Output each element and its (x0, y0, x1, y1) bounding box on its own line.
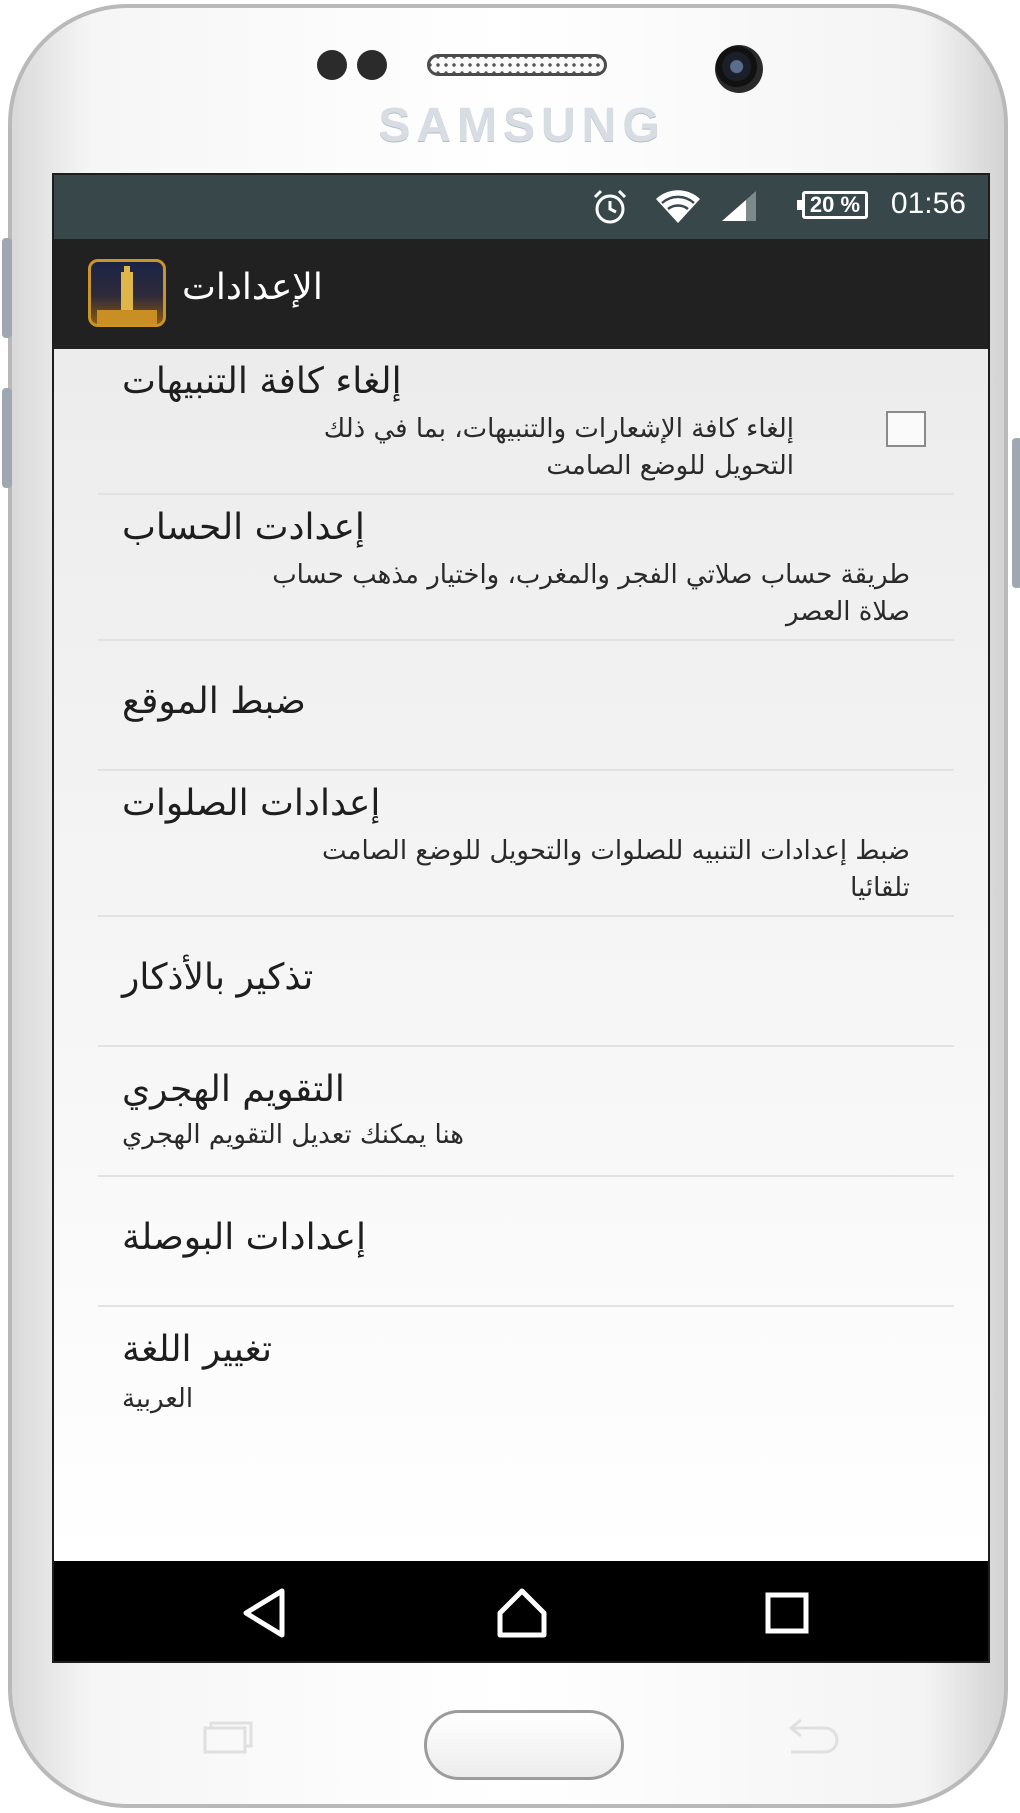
recents-icon[interactable] (762, 1587, 812, 1643)
alarm-icon (590, 187, 630, 231)
setting-title: تذكير بالأذكار (122, 957, 314, 998)
setting-title: إعدادات الصلوات (122, 783, 381, 824)
setting-summary: التحويل للوضع الصامت (546, 451, 794, 481)
status-time: 01:56 (890, 187, 966, 220)
setting-title: التقويم الهجري (122, 1069, 345, 1110)
setting-language[interactable] (98, 1307, 954, 1437)
action-bar (54, 239, 988, 349)
setting-summary: طريقة حساب صلاتي الفجر والمغرب، واختيار مذهب حساب (272, 560, 910, 590)
page-title: الإعدادات (182, 267, 323, 308)
setting-summary: صلاة العصر (785, 597, 910, 627)
screen (52, 173, 990, 1663)
cancel-alerts-checkbox[interactable] (886, 411, 926, 447)
setting-title: ضبط الموقع (122, 681, 306, 722)
status-bar (54, 175, 988, 239)
hardware-home-button (424, 1710, 624, 1780)
phone-frame (8, 4, 1008, 1808)
setting-title: إعدادات البوصلة (122, 1217, 366, 1258)
setting-summary: هنا يمكنك تعديل التقويم الهجري (122, 1120, 464, 1150)
setting-location[interactable] (98, 641, 954, 771)
setting-hijri-calendar[interactable] (98, 1047, 954, 1177)
hardware-back-icon (777, 1718, 841, 1766)
earpiece-speaker (427, 54, 607, 76)
hardware-recents-icon (197, 1718, 257, 1762)
front-camera (715, 45, 763, 93)
setting-title: تغيير اللغة (122, 1329, 272, 1370)
setting-adhkar[interactable] (98, 917, 954, 1047)
setting-cancel-alerts[interactable] (98, 349, 954, 495)
wifi-icon (652, 187, 704, 231)
setting-compass[interactable] (98, 1177, 954, 1307)
back-icon[interactable] (240, 1587, 290, 1643)
signal-icon (718, 187, 760, 231)
navigation-bar (54, 1561, 988, 1663)
sensor-dot (317, 50, 347, 80)
app-logo-icon[interactable] (88, 259, 166, 327)
settings-list (54, 349, 988, 1561)
setting-summary: ضبط إعدادات التنبيه للصلوات والتحويل للوضع الصامت (322, 836, 910, 866)
power-button (1012, 438, 1020, 588)
setting-title: إعدادت الحساب (122, 507, 365, 548)
brand-logo: SAMSUNG (378, 99, 666, 152)
battery-icon: 20 % (802, 191, 868, 219)
sensor-dot (357, 50, 387, 80)
setting-title: إلغاء كافة التنبيهات (122, 361, 402, 402)
volume-button (2, 388, 12, 488)
mosque-base-graphic (97, 310, 157, 324)
setting-prayers[interactable] (98, 771, 954, 917)
volume-button (2, 238, 12, 338)
home-icon[interactable] (494, 1587, 550, 1643)
setting-calculation[interactable] (98, 495, 954, 641)
setting-summary: تلقائيا (850, 873, 910, 903)
setting-summary: العربية (122, 1384, 194, 1414)
setting-summary: إلغاء كافة الإشعارات والتنبيهات، بما في ذلك (323, 414, 794, 444)
